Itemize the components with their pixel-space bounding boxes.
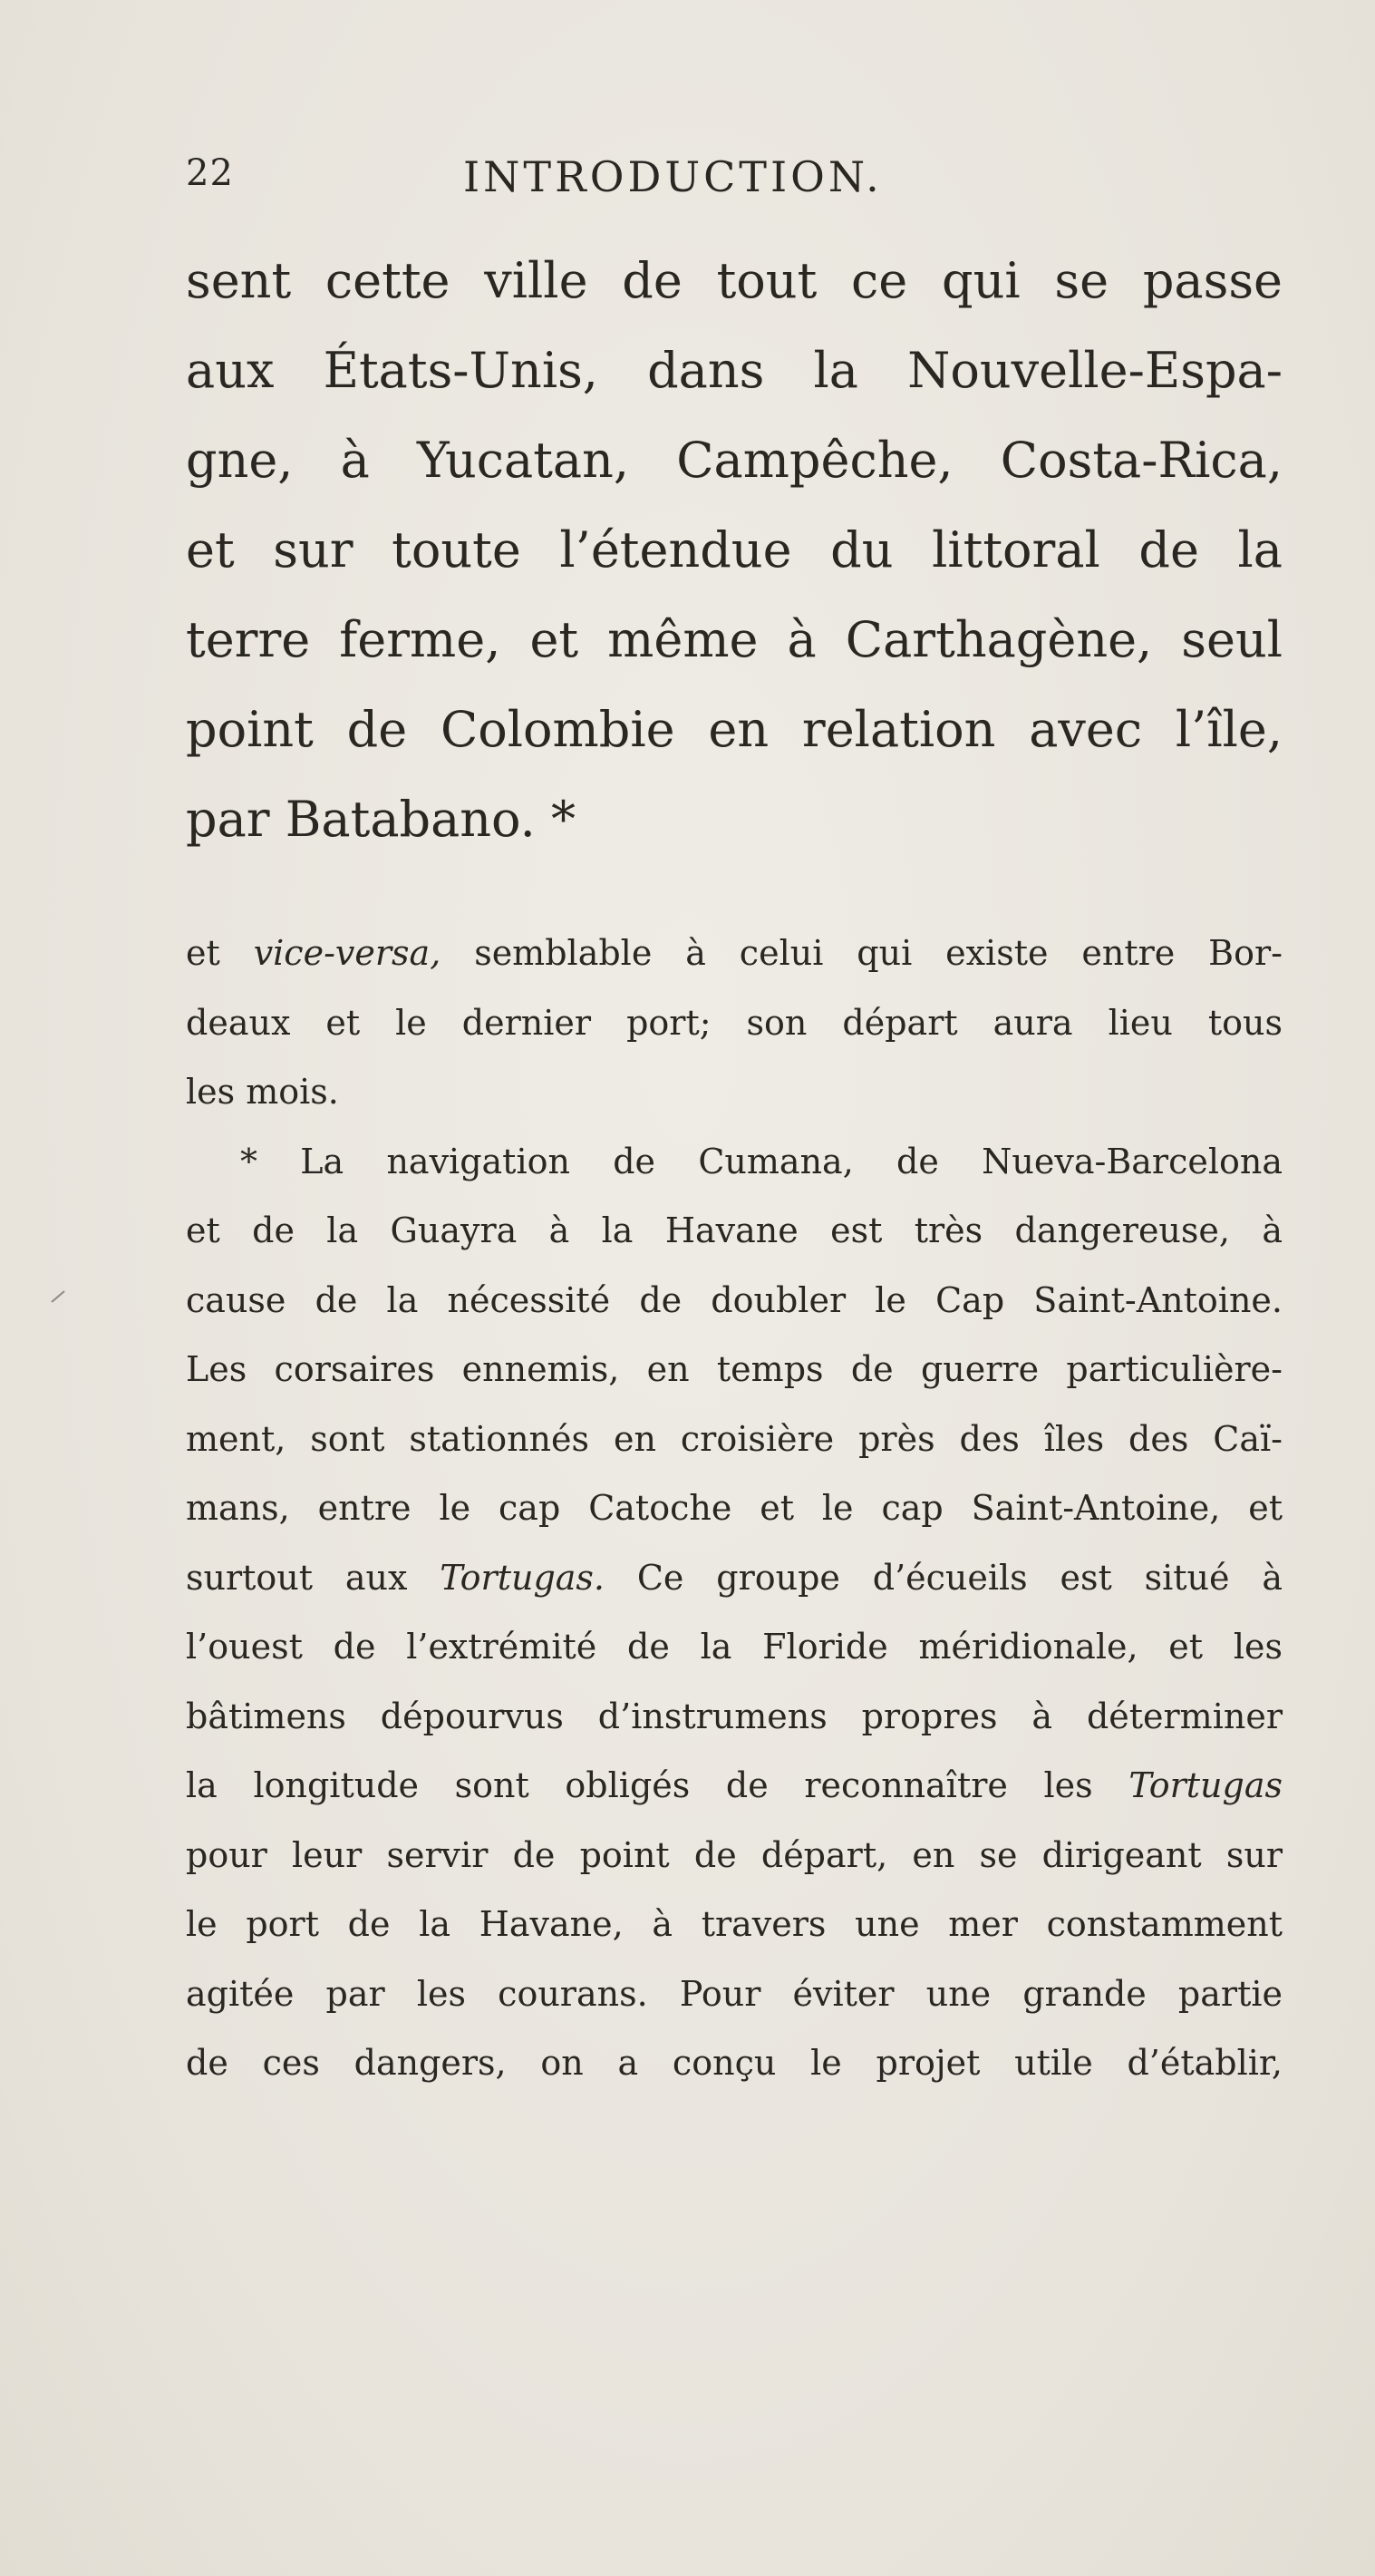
main-text-line: terre ferme, et même à Carthagène, seul bbox=[186, 611, 1283, 668]
footnote-line: deaux et le dernier port; son départ aura lieu tous bbox=[186, 1002, 1283, 1043]
footnote-line bbox=[186, 1543, 1283, 1613]
page-number: 22 bbox=[186, 152, 234, 194]
footnote-italic-text: Tortugas bbox=[1128, 1765, 1283, 1805]
footnote-line: mans, entre le cap Catoche et le cap Saint-Antoine, et bbox=[186, 1488, 1283, 1528]
footnote-text: surtout aux bbox=[186, 1557, 441, 1598]
main-text-line: aux États-Unis, dans la Nouvelle-Espa- bbox=[186, 342, 1283, 399]
main-text-line: par Batabano. * bbox=[186, 791, 576, 848]
footnote-line: de ces dangers, on a conçu le projet utile d’établir, bbox=[186, 2043, 1283, 2083]
page-header bbox=[186, 152, 1283, 207]
footnote-text: Ce groupe d’écueils est situé à bbox=[605, 1557, 1283, 1598]
main-text-line: point de Colombie en relation avec l’île, bbox=[186, 701, 1283, 758]
footnote-italic-text: vice-versa, bbox=[253, 933, 441, 973]
main-text-line: et sur toute l’étendue du littoral de la bbox=[186, 521, 1283, 578]
footnote-line: agitée par les courans. Pour éviter une grande partie bbox=[186, 1973, 1283, 2014]
footnote-line: et de la Guayra à la Havane est très dangereuse, à bbox=[186, 1210, 1283, 1250]
footnote-text: semblable à celui qui existe entre Bor- bbox=[441, 933, 1283, 973]
footnote-italic-text: Tortugas. bbox=[440, 1557, 605, 1598]
footnotes-block bbox=[186, 919, 1283, 2098]
footnote-line bbox=[186, 919, 1283, 988]
footnote-text: la longitude sont obligés de reconnaître les bbox=[186, 1765, 1129, 1805]
main-text-block bbox=[186, 236, 1283, 864]
footnote-line: les mois. bbox=[186, 1072, 339, 1112]
footnote-line bbox=[186, 1751, 1283, 1821]
footnote-line: pour leur servir de point de départ, en se dirigeant sur bbox=[186, 1834, 1283, 1875]
footnote-line: bâtimens dépourvus d’instrumens propres à déterminer bbox=[186, 1696, 1283, 1736]
footnote-line: * La navigation de Cumana, de Nueva-Barcelona bbox=[240, 1141, 1283, 1181]
main-text-line: gne, à Yucatan, Campêche, Costa-Rica, bbox=[186, 432, 1283, 489]
footnote-line: Les corsaires ennemis, en temps de guerre particulière- bbox=[186, 1349, 1283, 1389]
paper-blemish bbox=[50, 1288, 68, 1306]
running-head: INTRODUCTION. bbox=[463, 152, 883, 201]
main-text-line: sent cette ville de tout ce qui se passe bbox=[186, 252, 1283, 309]
footnote-line: ment, sont stationnés en croisière près des îles des Caï- bbox=[186, 1418, 1283, 1459]
footnote-text: et bbox=[186, 933, 254, 973]
footnote-line: cause de la nécessité de doubler le Cap Saint-Antoine. bbox=[186, 1279, 1283, 1320]
footnote-line: le port de la Havane, à travers une mer constamment bbox=[186, 1904, 1283, 1944]
footnote-line: l’ouest de l’extrémité de la Floride méridionale, et les bbox=[186, 1627, 1283, 1667]
